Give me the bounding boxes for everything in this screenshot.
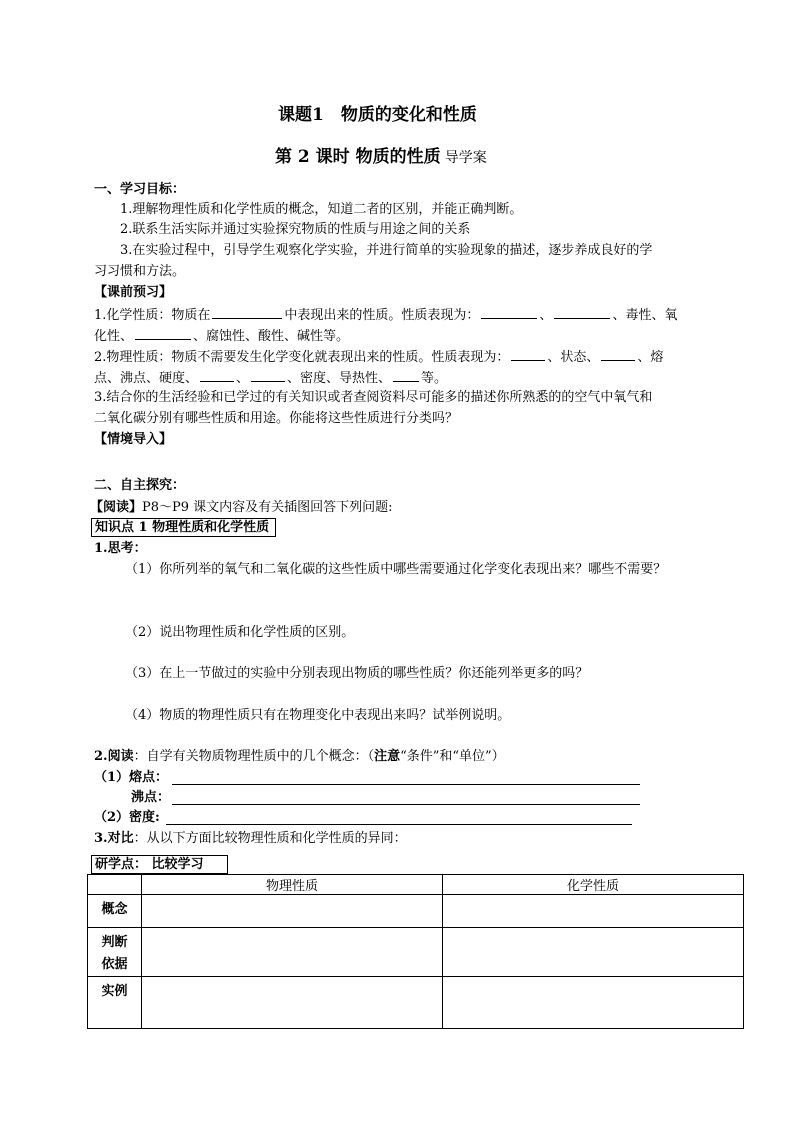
preview-question-3: 3.结合你的生活经验和已学过的有关知识或者查阅资料尽可能多的描述你所熟悉的的空气中氧气和	[94, 390, 653, 405]
objective-1: 1.理解物理性质和化学性质的概念，知道二者的区别，并能正确判断。	[120, 202, 523, 217]
think-heading: 1.思考：	[94, 541, 147, 556]
think-question-3: （3）在上一节做过的实验中分别表现出物质的哪些性质？你还能列举更多的吗？	[125, 666, 589, 681]
compare-line: 3.对比：从以下方面比较物理性质和化学性质的异同：	[94, 831, 407, 846]
phys-property-line: 2.物理性质：物质不需要发生化学变化就表现出来的性质。性质表现为： 、状态、 、熔	[94, 347, 663, 367]
table-header-physical: 物理性质	[142, 875, 443, 895]
study-point-box: 研学点： 比较学习	[91, 855, 228, 874]
table-row	[88, 977, 744, 1029]
row-label-basis: 判断 依据	[88, 928, 142, 977]
situation-heading: 【情境导入】	[94, 432, 173, 447]
blank[interactable]	[200, 368, 234, 382]
melting-point-blank[interactable]	[172, 784, 640, 785]
think-question-2: （2）说出物理性质和化学性质的区别。	[125, 625, 355, 640]
density-label: （2）密度:	[94, 810, 160, 825]
think-question-4: （4）物质的物理性质只有在物理变化中表现出来吗？试举例说明。	[125, 708, 511, 723]
objective-3-cont: 习习惯和方法。	[94, 264, 186, 279]
blank[interactable]	[601, 347, 635, 361]
table-cell[interactable]	[142, 928, 443, 977]
table-row	[88, 895, 744, 928]
table-row	[88, 928, 744, 977]
objective-3: 3.在实验过程中，引导学生观察化学实验，并进行简单的实验现象的描述，逐步养成良好的学	[120, 243, 653, 258]
blank[interactable]	[212, 305, 282, 319]
section2-heading: 二、自主探究：	[94, 478, 186, 493]
objective-2: 2.联系生活实际并通过实验探究物质的性质与用途之间的关系	[120, 222, 471, 237]
reading-2-line: 2.阅读：自学有关物质物理性质中的几个概念：（注意“条件”和“单位”）	[94, 749, 505, 764]
row-label-example: 实例	[88, 977, 142, 1029]
table-cell[interactable]	[443, 895, 744, 928]
blank[interactable]	[393, 368, 419, 382]
table-header-corner	[88, 875, 142, 895]
knowledge-point-1-box: 知识点 1 物理性质和化学性质	[91, 518, 276, 537]
table-cell[interactable]	[443, 977, 744, 1029]
doc-subtitle	[275, 148, 487, 168]
comparison-table	[87, 874, 744, 1029]
table-cell[interactable]	[142, 895, 443, 928]
density-blank[interactable]	[166, 824, 632, 825]
preview-question-3-cont: 二氧化碳分别有哪些性质和用途。你能将这些性质进行分类吗？	[94, 411, 459, 426]
table-cell[interactable]	[443, 928, 744, 977]
table-cell[interactable]	[142, 977, 443, 1029]
blank[interactable]	[481, 305, 537, 319]
chem-property-line-2: 化性、 、腐蚀性、酸性、碱性等。	[94, 326, 349, 346]
blank[interactable]	[554, 305, 610, 319]
table-header-row	[88, 875, 744, 895]
boiling-point-blank[interactable]	[172, 804, 640, 805]
melting-point-label: （1）熔点：	[94, 770, 169, 785]
phys-property-line-2: 点、沸点、硬度、 、 、密度、导热性、 等。	[94, 368, 447, 388]
chem-property-line: 1.化学性质：物质在 中表现出来的性质。性质表现为： 、 、毒性、氧	[94, 305, 677, 325]
section1-heading: 一、学习目标：	[94, 182, 186, 197]
blank[interactable]	[135, 326, 191, 340]
preview-heading: 【课前预习】	[94, 285, 173, 300]
blank[interactable]	[511, 347, 545, 361]
subtitle-suffix: 导学案	[444, 150, 487, 166]
row-label-concept: 概念	[88, 895, 142, 928]
doc-title: 课题1 物质的变化和性质	[278, 105, 477, 125]
boiling-point-label: 沸点：	[131, 790, 171, 805]
subtitle-main: 第 2 课时 物质的性质	[275, 147, 441, 167]
reading-instruction: 【阅读】P8～P9 课文内容及有关插图回答下列问题:	[90, 500, 393, 515]
think-question-1: （1）你所列举的氧气和二氧化碳的这些性质中哪些需要通过化学变化表现出来？哪些不需要？	[125, 562, 667, 577]
table-header-chemical: 化学性质	[443, 875, 744, 895]
blank[interactable]	[251, 368, 285, 382]
